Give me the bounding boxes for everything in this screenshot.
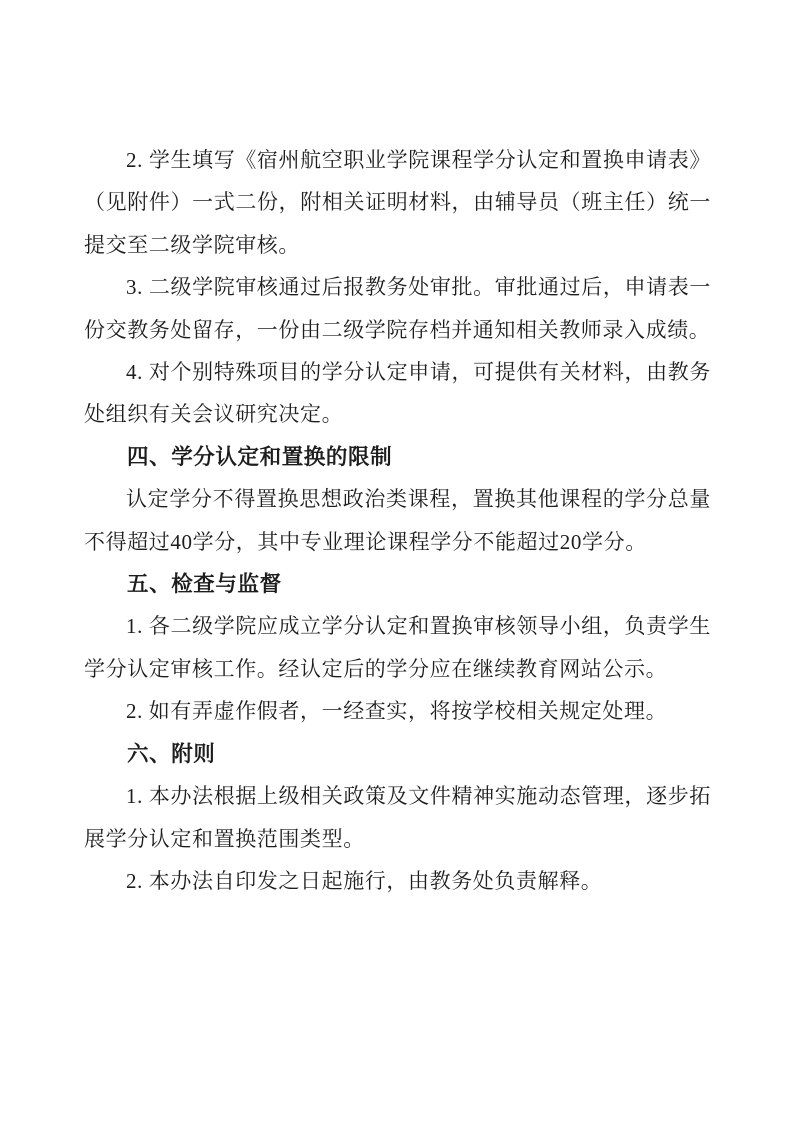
paragraph: 2. 学生填写《宿州航空职业学院课程学分认定和置换申请表》（见附件）一式二份，附相关证明材料，由辅导员（班主任）统一提交至二级学院审核。: [84, 148, 711, 257]
paragraph: 2. 本办法自印发之日起施行，由教务处负责解释。: [126, 868, 603, 893]
paragraph: 认定学分不得置换思想政治类课程，置换其他课程的学分总量不得超过40学分，其中专业理论课程学分不能超过20学分。: [84, 487, 711, 554]
paragraph: 3. 二级学院审核通过后报教务处审批。审批通过后，申请表一份交教务处留存，一份由二级学院存档并通知相关教师录入成绩。: [84, 275, 711, 342]
section-heading: 四、学分认定和置换的限制: [127, 444, 393, 469]
document-body: [84, 139, 711, 902]
paragraph: 1. 本办法根据上级相关政策及文件精神实施动态管理，逐步拓展学分认定和置换范围类型。: [84, 784, 711, 851]
paragraph: 2. 如有弄虚作假者，一经查实，将按学校相关规定处理。: [126, 699, 668, 724]
paragraph: 1. 各二级学院应成立学分认定和置换审核领导小组，负责学生学分认定审核工作。经认定后的学分应在继续教育网站公示。: [84, 614, 711, 681]
section-heading: 五、检查与监督: [127, 572, 282, 597]
section-heading: 六、附则: [127, 741, 216, 766]
paragraph: 4. 对个别特殊项目的学分认定申请，可提供有关材料，由教务处组织有关会议研究决定。: [84, 360, 711, 427]
